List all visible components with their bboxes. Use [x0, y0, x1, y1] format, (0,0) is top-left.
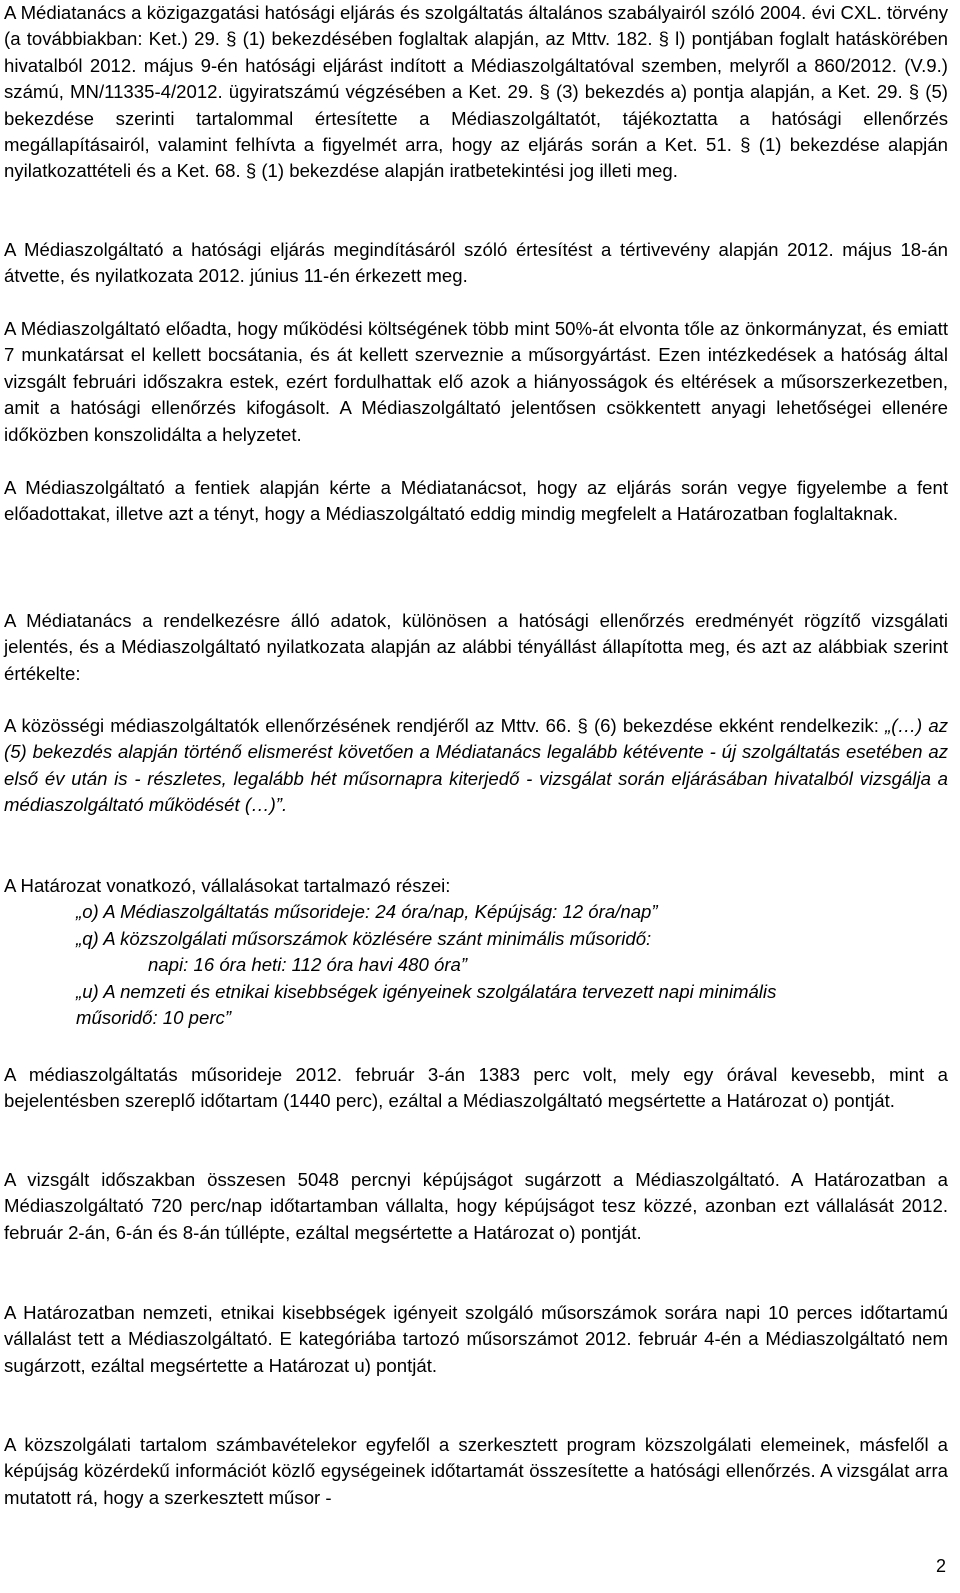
paragraph-minorities: A Határozatban nemzeti, etnikai kisebbségek igényeit szolgáló műsorszámok sorára napi 10 perces időtartamú vállalást tett a Médiaszolgáltató. E kategóriába tartozó műsorszámot 2012. február 4-én a Médiaszolgáltató nem sugárzott, ezáltal megsértette a Határozat u) pontját.: [4, 1302, 948, 1376]
decision-commitments: [4, 873, 948, 1031]
paragraph-public-content: A közszolgálati tartalom számbavételekor egyfelől a szerkesztett program közszolgálati elemeinek, másfelől a képújság közérdekű információt közlő egységeinek időtartamát összesítette a hatósági ellenőrzés. A vizsgálat arra mutatott rá, hogy a szerkesztett műsor -: [4, 1434, 948, 1508]
paragraph-notice-received: A Médiaszolgáltató a hatósági eljárás megindításáról szóló értesítést a tértivevény alapján 2012. május 18-án átvette, és nyilatkozata 2012. június 11-én érkezett meg.: [4, 239, 948, 287]
law-quote-italic: „(…) az (5) bekezdés alapján történő elismerést követően a Médiatanács legalább kétévente - új szolgáltatás esetében az első év után is - részletes, legalább hét műsornapra kiterjedő - vizsgálat során eljárásában hivatalból vizsgálja a médiaszolgáltató működését (…)”.: [4, 715, 948, 816]
paragraph-law-quote: [4, 713, 948, 819]
commitments-intro: A Határozat vonatkozó, vállalásokat tartalmazó részei:: [4, 875, 451, 896]
paragraph-provider-statement: A Médiaszolgáltató előadta, hogy működési költségének több mint 50%-át elvonta tőle az önkormányzat, és emiatt 7 munkatársat el kellett bocsátania, és át kellett szerveznie a műsorgyártást. Ezen intézkedések a hatóság által vizsgált februári időszakra estek, ezért fordulhattak elő azok a hiányosságok és eltérések a műsorszerkezetben, amit a hatósági ellenőrzés kifogásolt. A Médiaszolgáltató jelentősen csökkentett anyagi lehetőségei ellenére időközben konszolidálta a helyzetet.: [4, 318, 948, 445]
commitment-u-value: műsoridő: 10 perc”: [76, 1007, 232, 1029]
commitment-q: „q) A közszolgálati műsorszámok közlésére szánt minimális műsoridő:: [76, 927, 652, 949]
paragraph-council-findings: A Médiatanács a rendelkezésre álló adatok, különösen a hatósági ellenőrzés eredményét rögzítő vizsgálati jelentés, és a Médiaszolgáltató nyilatkozata alapján az alábbi tényállást állapította meg, és azt az alábbiak szerint értékelte:: [4, 610, 948, 684]
paragraph-provider-request: A Médiaszolgáltató a fentiek alapján kérte a Médiatanácsot, hogy az eljárás során vegye figyelembe a fent előadottakat, illetve azt a tényt, hogy a Médiaszolgáltató eddig mindig megfelelt a Határozatban foglaltaknak.: [4, 477, 948, 525]
commitment-u: „u) A nemzeti és etnikai kisebbségek igényeinek szolgálatára tervezett napi minimális: [76, 980, 777, 1002]
law-quote-intro: A közösségi médiaszolgáltatók ellenőrzésének rendjéről az Mttv. 66. § (6) bekezdése ekként rendelkezik:: [4, 715, 886, 736]
paragraph-teletext: A vizsgált időszakban összesen 5048 percnyi képújságot sugárzott a Médiaszolgáltató. A Határozatban a Médiaszolgáltató 720 perc/nap időtartamban vállalta, hogy képújságot tesz közzé, azonban ezt vállalását 2012. február 2-án, 6-án és 8-án túllépte, ezáltal megsértette a Határozat o) pontját.: [4, 1169, 948, 1243]
page-number: 2: [935, 1556, 946, 1576]
paragraph-broadcast-time: A médiaszolgáltatás műsorideje 2012. február 3-án 1383 perc volt, mely egy órával kevesebb, mint a bejelentésben szereplő időtartam (1440 perc), ezáltal a Médiaszolgáltató megsértette a Határozat o) pontját.: [4, 1064, 948, 1112]
paragraph-procedure-start: A Médiatanács a közigazgatási hatósági eljárás és szolgáltatás általános szabályairól szóló 2004. évi CXL. törvény (a továbbiakban: Ket.) 29. § (1) bekezdésében foglaltak alapján, az Mttv. 182. § l) pontjában foglalt hatáskörében hivatalból 2012. május 9-én hatósági eljárást indított a Médiaszolgáltatóval szemben, melyről a 860/2012. (V.9.) számú, MN/11335-4/2012. ügyiratszámú végzésében a Ket. 29. § (3) bekezdés a) pontja alapján, a Ket. 29. § (5) bekezdése szerinti tartalommal értesítette a Médiaszolgáltatót, tájékoztatta a hatósági ellenőrzés megállapításairól, valamint felhívta a figyelmét arra, hogy az eljárás során a Ket. 51. § (1) bekezdése alapján nyilatkozattételi és a Ket. 68. § (1) bekezdése alapján iratbetekintési jog illeti meg.: [4, 2, 948, 182]
commitment-q-values: napi: 16 óra heti: 112 óra havi 480 óra”: [148, 954, 468, 976]
commitment-o: „o) A Médiaszolgáltatás műsorideje: 24 óra/nap, Képújság: 12 óra/nap”: [76, 901, 658, 923]
